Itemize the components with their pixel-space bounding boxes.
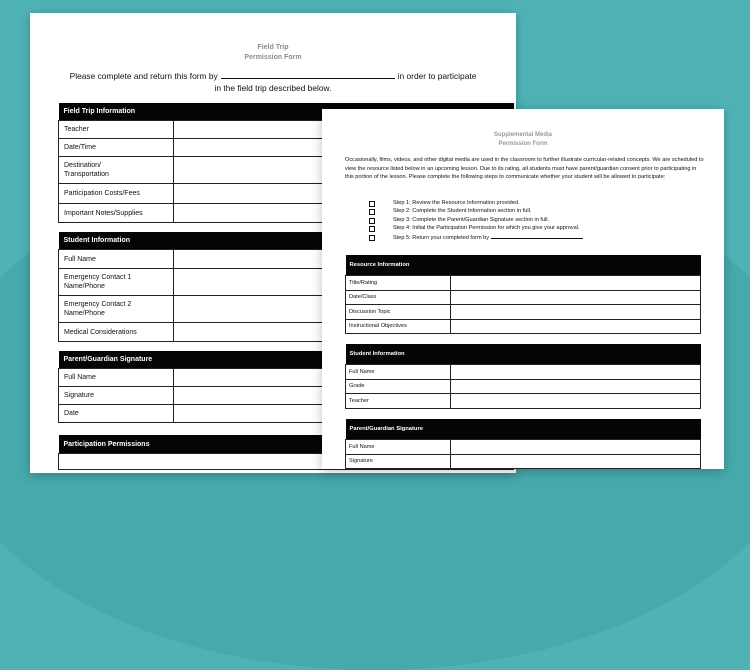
step-text: Step 2: Complete the Student Information section in full. [393,208,532,215]
row-label: Teacher [59,121,174,139]
row-label [59,296,174,323]
step-item [369,199,583,207]
row-label-line-2: Name/Phone [64,283,105,290]
step-text: Step 4: Initial the Participation Permission for which you give your approval. [393,225,580,232]
row-label: Full Name [346,365,451,380]
step-item [369,216,583,224]
due-date-blank[interactable] [221,70,395,79]
row-label: Date/Class [346,290,451,305]
student-name-field[interactable] [451,365,701,380]
row-label: Medical Considerations [59,323,174,342]
steps-list [369,199,583,242]
signature-field[interactable] [451,454,701,469]
teacher-field[interactable] [451,394,701,409]
row-label-line-2: Name/Phone [64,310,105,317]
row-label: Participation Costs/Fees [59,184,174,204]
parent-name-field[interactable] [451,440,701,455]
row-label: Date/Time [59,139,174,157]
resource-info-table [345,255,701,334]
checkbox[interactable] [369,209,375,215]
section-header: Student Information [346,344,701,365]
step-item [369,233,583,242]
checkbox[interactable] [369,235,375,241]
media-student-info-table [345,344,701,409]
form-subtitle: Permission Form [498,141,548,147]
row-label: Signature [59,387,174,405]
intro-paragraph: Occasionally, films, videos, and other digital media are used in the classroom to further illustrate curricular-related concepts. We are scheduled to view the resource listed below in an upcoming lesson. Due to its rating, all students must have parent/guardian consent prior to participating in this portion of the lesson. Please complete the following steps to communicate whether your student will be allowed to participate: [345,157,704,181]
row-label: Date [59,405,174,423]
step-text: Step 3: Complete the Parent/Guardian Signature section in full. [393,216,550,223]
row-label: Discussion Topic [346,305,451,320]
objectives-field[interactable] [451,319,701,334]
row-label [59,157,174,184]
row-label: Grade [346,379,451,394]
intro-line-2: in the field trip described below. [214,83,332,93]
row-label [59,269,174,296]
row-label: Signature [346,454,451,469]
title-rating-field[interactable] [451,276,701,291]
section-header: Parent/Guardian Signature [346,419,701,440]
intro-after-text: in order to participate [397,71,477,81]
section-header: Parent/Guardian Signature [59,351,514,369]
row-label-line-2: Transportation [64,171,109,178]
row-label: Full Name [59,369,174,387]
step-item [369,224,583,232]
return-date-blank[interactable] [491,233,583,239]
section-header: Participation Permissions [59,435,514,454]
row-label: Teacher [346,394,451,409]
row-label: Full Name [59,250,174,269]
checkbox[interactable] [369,201,375,207]
checkbox[interactable] [369,226,375,232]
row-label: Instructional Objectives [346,319,451,334]
form-title: Supplemental Media [493,132,552,138]
form-subtitle: Permission Form [244,54,302,61]
row-label: Full Name [346,440,451,455]
intro-before-text: Please complete and return this form by [69,71,218,81]
media-form-sheet [322,109,724,469]
media-parent-signature-table [345,419,701,469]
date-class-field[interactable] [451,290,701,305]
intro-line-1 [30,70,516,83]
section-header: Student Information [59,232,514,250]
step-text: Step 5: Return your completed form by [393,234,490,241]
step-item [369,207,583,215]
row-label-line-1: Emergency Contact 2 [64,301,132,308]
discussion-topic-field[interactable] [451,305,701,320]
section-header: Resource Information [346,255,701,276]
grade-field[interactable] [451,379,701,394]
row-label: Title/Rating [346,276,451,291]
row-label: Important Notes/Supplies [59,204,174,223]
section-header: Field Trip Information [59,103,514,121]
step-text: Step 1: Review the Resource Information provided. [393,200,520,206]
row-label-line-1: Emergency Contact 1 [64,274,132,281]
form-title: Field Trip [257,44,289,51]
checkbox[interactable] [369,218,375,224]
row-label-line-1: Destination/ [64,162,101,169]
